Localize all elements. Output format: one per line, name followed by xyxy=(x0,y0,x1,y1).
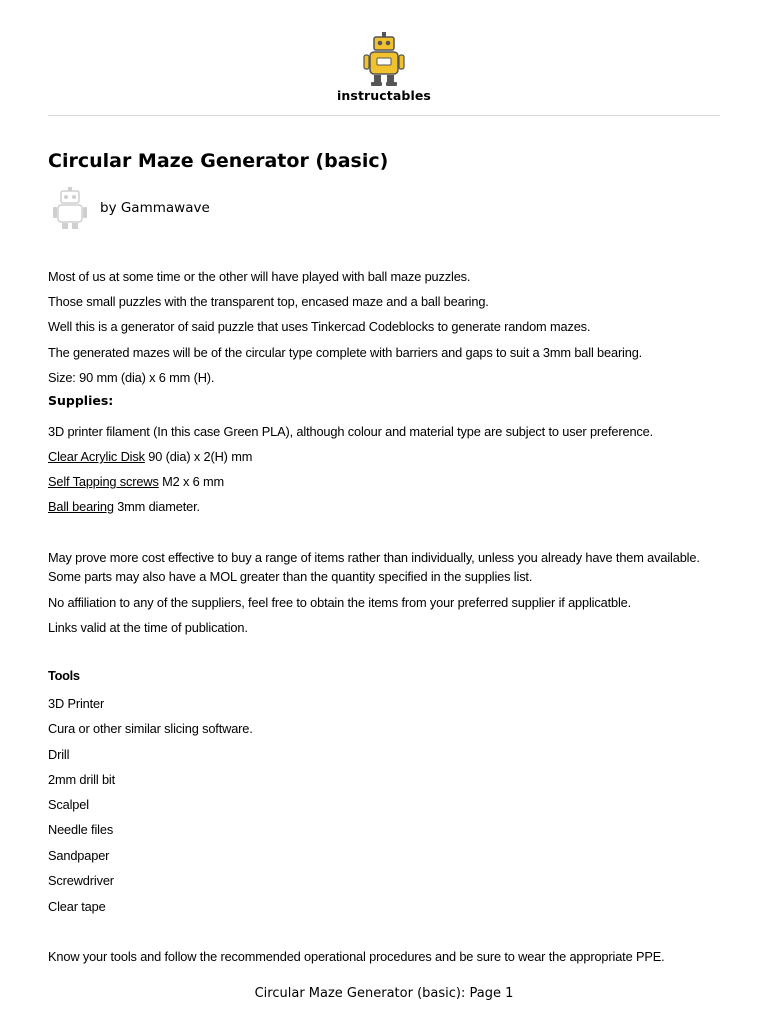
header xyxy=(0,30,768,103)
tool-item: Drill xyxy=(48,747,70,762)
supply-item-detail: M2 x 6 mm xyxy=(158,474,225,489)
tool-item: Scalpel xyxy=(48,797,89,812)
tool-item: Cura or other similar slicing software. xyxy=(48,721,253,736)
tool-item: Sandpaper xyxy=(48,848,110,863)
supply-item-detail: 90 (dia) x 2(H) mm xyxy=(144,449,253,464)
tool-item: 2mm drill bit xyxy=(48,772,116,787)
self-tapping-screws-link[interactable]: Self Tapping screws xyxy=(48,474,159,489)
supply-item xyxy=(48,472,728,491)
intro-paragraph: Well this is a generator of said puzzle that uses Tinkercad Codeblocks to generate random mazes. xyxy=(48,319,591,334)
intro-paragraph: Most of us at some time or the other will have played with ball maze puzzles. xyxy=(48,269,471,284)
brand-name[interactable]: instructables xyxy=(337,88,431,103)
supplies-heading: Supplies: xyxy=(48,393,114,408)
robot-avatar-icon[interactable] xyxy=(52,186,88,230)
tool-item: 3D Printer xyxy=(48,696,105,711)
supplies-note: May prove more cost effective to buy a range of items rather than individually, unless you already have them available. xyxy=(48,550,700,565)
supply-item xyxy=(48,497,728,516)
clear-acrylic-disk-link[interactable]: Clear Acrylic Disk xyxy=(48,449,145,464)
supplies-note: No affiliation to any of the suppliers, feel free to obtain the items from your preferred supplier if applicatble. xyxy=(48,595,632,610)
tool-item: Clear tape xyxy=(48,899,106,914)
intro-paragraph: Those small puzzles with the transparent top, encased maze and a ball bearing. xyxy=(48,294,489,309)
safety-note: Know your tools and follow the recommended operational procedures and be sure to wear the appropriate PPE. xyxy=(48,949,665,964)
supplies-note: Links valid at the time of publication. xyxy=(48,620,248,635)
supplies-filament: 3D printer filament (In this case Green PLA), although colour and material type are subject to user preference. xyxy=(48,424,654,439)
supply-item xyxy=(48,447,728,466)
page-title: Circular Maze Generator (basic) xyxy=(48,150,389,172)
author-byline[interactable]: by Gammawave xyxy=(100,200,210,216)
supply-item-detail: 3mm diameter. xyxy=(113,499,200,514)
intro-paragraph: The generated mazes will be of the circular type complete with barriers and gaps to suit a 3mm ball bearing. xyxy=(48,345,643,360)
tool-item: Needle files xyxy=(48,822,114,837)
header-divider xyxy=(48,115,720,116)
tool-item: Screwdriver xyxy=(48,873,114,888)
intro-paragraph: Size: 90 mm (dia) x 6 mm (H). xyxy=(48,370,215,385)
page-footer: Circular Maze Generator (basic): Page 1 xyxy=(254,986,514,1001)
supplies-note: Some parts may also have a MOL greater than the quantity specified in the supplies list. xyxy=(48,569,533,584)
instructables-robot-icon[interactable] xyxy=(359,30,409,88)
tools-heading: Tools xyxy=(48,668,80,683)
ball-bearing-link[interactable]: Ball bearing xyxy=(48,499,114,514)
